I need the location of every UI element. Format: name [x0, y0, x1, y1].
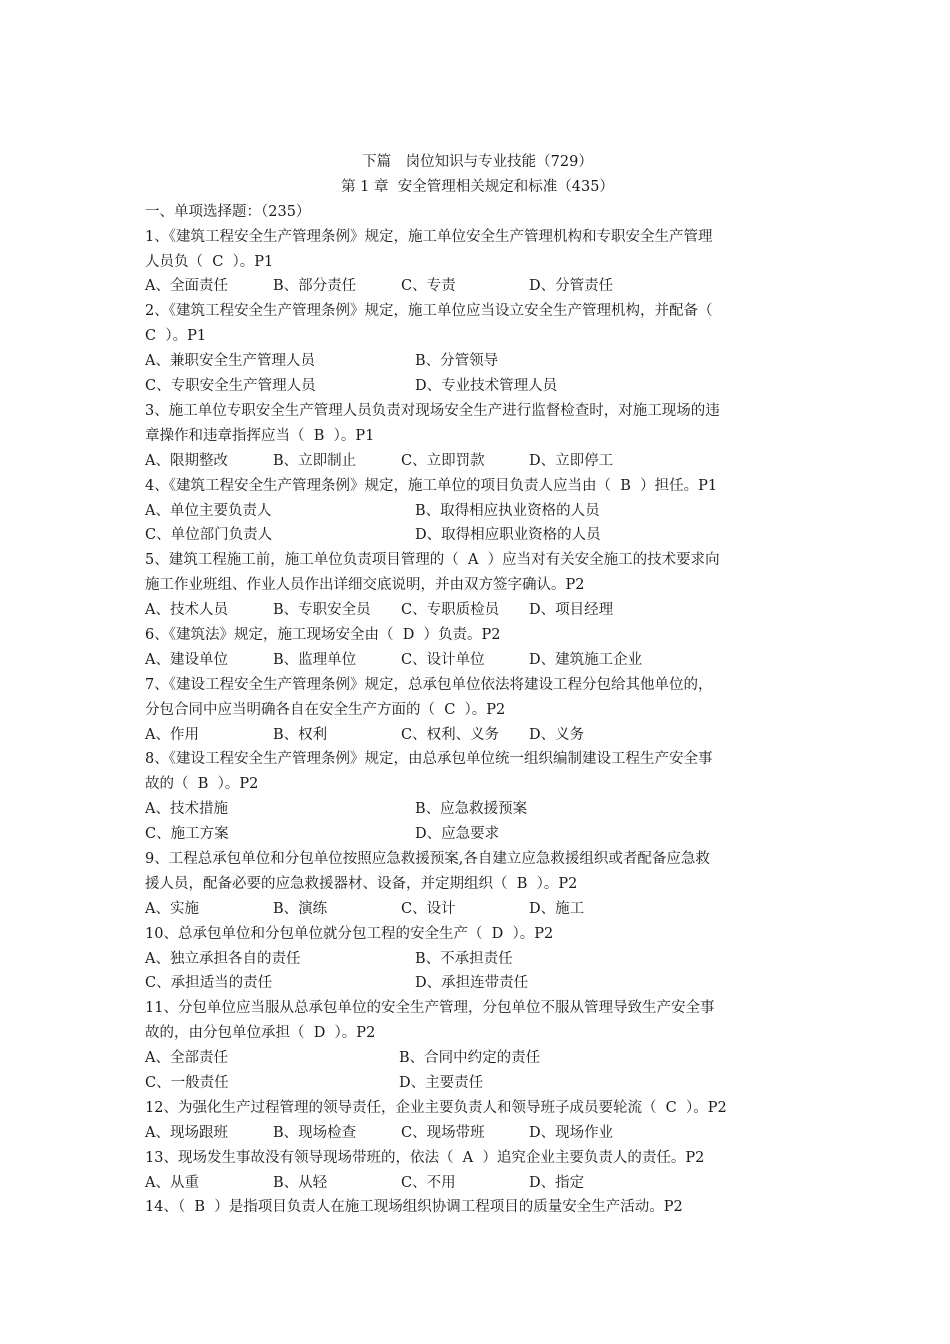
question-item: [145, 623, 810, 673]
option-a: A、全面责任: [145, 278, 228, 295]
question-list: [145, 225, 810, 1221]
option-d: D、义务: [529, 726, 585, 743]
option-a: A、实施: [145, 900, 199, 917]
option-d: D、主要责任: [399, 1074, 484, 1091]
option-b: B、取得相应执业资格的人员: [415, 502, 600, 519]
option-a: A、兼职安全生产管理人员: [145, 353, 315, 370]
option-d: D、建筑施工企业: [529, 651, 643, 668]
option-b: B、监理单位: [273, 651, 357, 668]
option-d: D、施工: [529, 900, 585, 917]
option-row: [145, 349, 810, 374]
option-a: A、独立承担各自的责任: [145, 950, 301, 967]
option-b: B、分管领导: [415, 353, 499, 370]
option-a: A、单位主要负责人: [145, 502, 272, 519]
option-row: [145, 449, 810, 474]
option-b: B、部分责任: [273, 278, 357, 295]
option-row: [145, 822, 810, 847]
question-text-line: 施工作业班组、作业人员作出详细交底说明，并由双方签字确认。P2: [145, 577, 585, 594]
question-text-line: 7、《建设工程安全生产管理条例》规定，总承包单位依法将建设工程分包给其他单位的，: [145, 676, 713, 693]
option-c: C、专责: [401, 278, 456, 295]
option-b: B、演练: [273, 900, 328, 917]
question-item: [145, 996, 810, 1096]
option-a: A、现场跟班: [145, 1124, 228, 1141]
question-item: [145, 922, 810, 997]
option-b: B、现场检查: [273, 1124, 357, 1141]
option-d: D、应急要求: [415, 826, 500, 843]
option-b: B、应急救援预案: [415, 801, 528, 818]
option-a: A、全部责任: [145, 1050, 228, 1067]
question-text-line: C ）。P1: [145, 328, 207, 345]
question-item: [145, 747, 810, 847]
option-row: [145, 1121, 810, 1146]
question-text-line: 故的，由分包单位承担（ D ）。P2: [145, 1025, 376, 1042]
option-d: D、专业技术管理人员: [415, 378, 558, 395]
question-text-line: 5、建筑工程施工前，施工单位负责项目管理的（ A ）应当对有关安全施工的技术要求向: [145, 552, 720, 569]
option-c: C、单位部门负责人: [145, 527, 273, 544]
option-b: B、专职安全员: [273, 602, 371, 619]
option-d: D、指定: [529, 1174, 585, 1191]
option-a: A、技术措施: [145, 801, 228, 818]
option-b: B、合同中约定的责任: [399, 1050, 541, 1067]
section-title: 一、单项选择题：（235）: [145, 203, 311, 220]
question-item: [145, 299, 810, 399]
option-row: [145, 1046, 810, 1071]
question-item: [145, 399, 810, 474]
question-text-line: 6、《建筑法》规定，施工现场安全由（ D ）负责。P2: [145, 626, 501, 643]
option-row: [145, 897, 810, 922]
option-a: A、技术人员: [145, 602, 228, 619]
question-item: [145, 474, 810, 549]
option-c: C、专职质检员: [401, 602, 500, 619]
option-a: A、建设单位: [145, 651, 228, 668]
option-c: C、权利、义务: [401, 726, 500, 743]
option-row: [145, 274, 810, 299]
option-row: [145, 1071, 810, 1096]
question-text-line: 援人员，配备必要的应急救援器材、设备，并定期组织（ B ）。P2: [145, 875, 578, 892]
option-a: A、从重: [145, 1174, 199, 1191]
option-c: C、不用: [401, 1174, 456, 1191]
question-item: [145, 1096, 810, 1146]
option-row: [145, 598, 810, 623]
option-row: [145, 971, 810, 996]
question-text-line: 分包合同中应当明确各自在安全生产方面的（ C ）。P2: [145, 701, 506, 718]
option-row: [145, 723, 810, 748]
question-item: [145, 1146, 810, 1196]
option-d: D、现场作业: [529, 1124, 614, 1141]
question-item: [145, 847, 810, 922]
question-text-line: 4、《建筑工程安全生产管理条例》规定，施工单位的项目负责人应当由（ B ）担任。P1: [145, 477, 718, 494]
option-a: A、作用: [145, 726, 199, 743]
option-row: [145, 797, 810, 822]
question-item: [145, 548, 810, 623]
option-b: B、立即制止: [273, 452, 357, 469]
option-c: C、施工方案: [145, 826, 229, 843]
question-text-line: 人员负（ C ）。P1: [145, 253, 274, 270]
part-title: 下篇 岗位知识与专业技能（729）: [362, 154, 593, 170]
question-text-line: 10、总承包单位和分包单位就分包工程的安全生产（ D ）。P2: [145, 925, 554, 942]
option-c: C、现场带班: [401, 1124, 485, 1141]
chapter-title: 第 1 章 安全管理相关规定和标准（435）: [341, 178, 614, 195]
option-c: C、专职安全生产管理人员: [145, 378, 316, 395]
question-text-line: 故的（ B ）。P2: [145, 776, 259, 793]
question-item: [145, 225, 810, 300]
question-text-line: 11、分包单位应当服从总承包单位的安全生产管理，分包单位不服从管理导致生产安全事: [145, 1000, 715, 1017]
option-c: C、设计: [401, 900, 456, 917]
document-page: [145, 150, 810, 1220]
option-d: D、分管责任: [529, 278, 614, 295]
option-row: [145, 648, 810, 673]
option-row: [145, 374, 810, 399]
option-row: [145, 499, 810, 524]
question-text-line: 12、为强化生产过程管理的领导责任，企业主要负责人和领导班子成员要轮流（ C ）。P2: [145, 1099, 727, 1116]
option-d: D、立即停工: [529, 452, 614, 469]
option-row: [145, 947, 810, 972]
option-d: D、承担连带责任: [415, 975, 529, 992]
option-a: A、限期整改: [145, 452, 228, 469]
option-c: C、一般责任: [145, 1074, 229, 1091]
question-text-line: 9、工程总承包单位和分包单位按照应急救援预案,各自建立应急救援组织或者配备应急救: [145, 850, 710, 867]
option-b: B、从轻: [273, 1174, 328, 1191]
question-item: [145, 673, 810, 748]
option-c: C、承担适当的责任: [145, 975, 273, 992]
option-row: [145, 1171, 810, 1196]
question-text-line: 13、现场发生事故没有领导现场带班的，依法（ A ）追究企业主要负责人的责任。P2: [145, 1149, 705, 1166]
question-text-line: 1、《建筑工程安全生产管理条例》规定，施工单位安全生产管理机构和专职安全生产管理: [145, 228, 713, 245]
option-c: C、立即罚款: [401, 452, 485, 469]
option-d: D、项目经理: [529, 602, 614, 619]
question-text-line: 8、《建设工程安全生产管理条例》规定，由总承包单位统一组织编制建设工程生产安全事: [145, 751, 713, 768]
option-d: D、取得相应职业资格的人员: [415, 527, 601, 544]
question-text-line: 2、《建筑工程安全生产管理条例》规定，施工单位应当设立安全生产管理机构，并配备（: [145, 303, 713, 320]
option-row: [145, 523, 810, 548]
question-item: [145, 1195, 810, 1220]
option-b: B、权利: [273, 726, 328, 743]
option-b: B、不承担责任: [415, 950, 513, 967]
question-text-line: 3、施工单位专职安全生产管理人员负责对现场安全生产进行监督检查时，对施工现场的违: [145, 402, 720, 419]
option-c: C、设计单位: [401, 651, 485, 668]
question-text-line: 章操作和违章指挥应当（ B ）。P1: [145, 427, 375, 444]
question-text-line: 14、（ B ）是指项目负责人在施工现场组织协调工程项目的质量安全生产活动。P2: [145, 1199, 683, 1216]
